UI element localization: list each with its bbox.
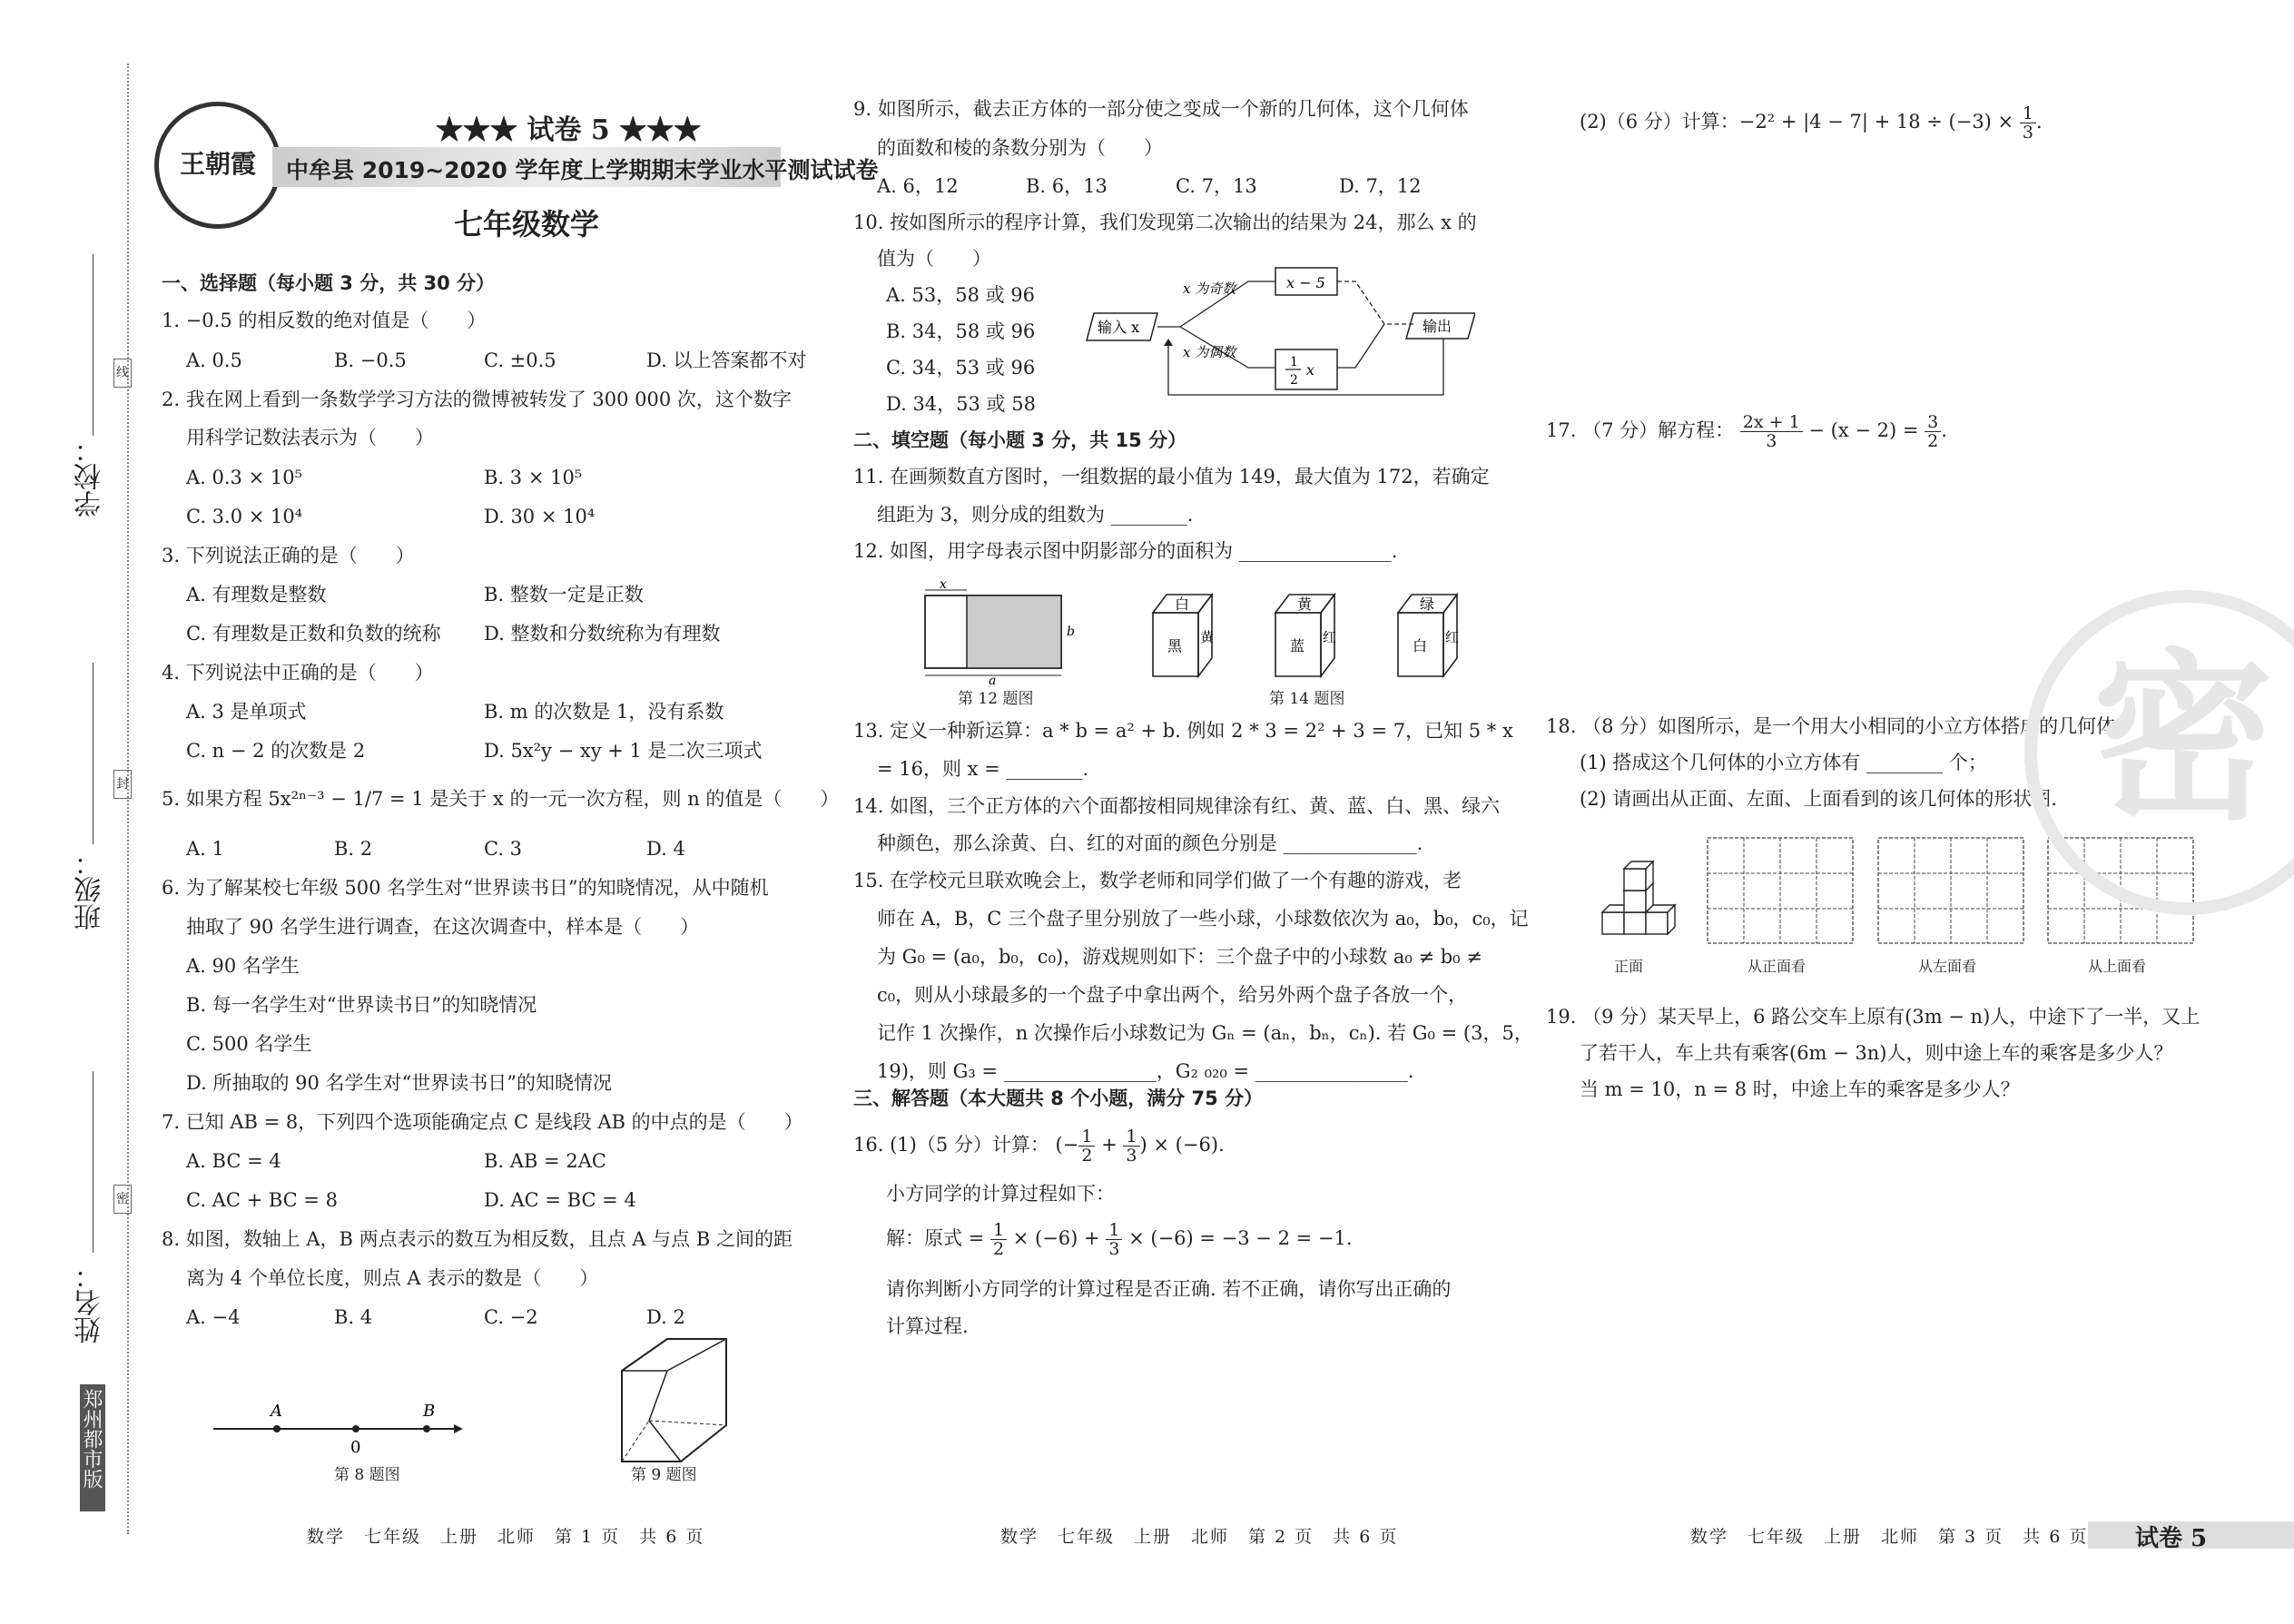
figure-18-front-label: 正面: [1614, 958, 1644, 975]
question-16-intro: 小方同学的计算过程如下：: [886, 1183, 1115, 1205]
question-15-line-5: 记作 1 次操作，n 次操作后小球数记为 Gₙ = (aₙ，bₙ，cₙ). 若 G₀ = (3，5，: [877, 1022, 1533, 1044]
question-11-line-1: 11. 在画频数直方图时，一组数据的最小值为 149，最大值为 172，若确定: [853, 466, 1490, 487]
q16-label: 16. (1)（5 分）计算：: [853, 1134, 1049, 1156]
q16-2-label: (2)（6 分）计算：−2² + |4 − 7| + 18 ÷ (−3) ×: [1580, 111, 2014, 133]
question-3: 3. 下列说法正确的是（ ）: [162, 545, 415, 566]
q5-option-b: B. 2: [334, 838, 373, 860]
question-16-prompt-2: 计算过程.: [886, 1315, 969, 1337]
q5-option-a: A. 1: [186, 838, 224, 860]
school-line: [93, 254, 94, 436]
q2-option-c: C. 3.0 × 10⁴: [186, 506, 303, 527]
question-13-line-1: 13. 定义一种新运算：a * b = a² + b. 例如 2 * 3 = 2² + 3 = 7，已知 5 * x: [853, 720, 1513, 742]
q17-frac-left: $\frac{2x + 1}{3}$: [1740, 413, 1803, 450]
figure-14-caption: 第 14 题图: [1269, 690, 1345, 708]
name-line: [93, 1071, 94, 1253]
question-6-line-1: 6. 为了解某校七年级 500 名学生对“世界读书日”的知晓情况，从中随机: [162, 877, 769, 899]
question-19-line-2: 了若干人，车上共有乘客(6m − 3n)人，则中途上车的乘客是多少人？: [1580, 1042, 2173, 1064]
question-9-line-1: 9. 如图所示，截去正方体的一部分使之变成一个新的几何体，这个几何体: [853, 98, 1469, 120]
figure-9-caption: 第 9 题图: [631, 1466, 697, 1484]
flow-box-1: x − 5: [1286, 274, 1325, 291]
grid-label-front: 从正面看: [1748, 958, 1807, 975]
q16-paren-open: (−: [1055, 1134, 1079, 1156]
figure-18-solid: [1593, 858, 1702, 944]
q7-option-c: C. AC + BC = 8: [186, 1189, 339, 1211]
flow-input: 输入 x: [1098, 319, 1140, 336]
figure-14-cubes: [1144, 586, 1489, 685]
flow-half-den: 2: [1290, 373, 1298, 388]
q17-frac-right: $\frac{3}{2}$: [1925, 413, 1941, 450]
cube-3-top: 绿: [1420, 595, 1435, 613]
q16-sol-frac-2: $\frac{1}{3}$: [1106, 1221, 1122, 1258]
q8-option-a: A. −4: [186, 1306, 241, 1328]
q16-sol-tail: × (−6) = −3 − 2 = −1.: [1128, 1227, 1353, 1249]
flow-box-2: x: [1306, 361, 1315, 379]
q1-option-c: C. ±0.5: [484, 349, 556, 371]
q1-option-b: B. −0.5: [334, 349, 407, 371]
q2-option-b: B. 3 × 10⁵: [484, 467, 583, 488]
question-19-line-1: 19. （9 分）某天早上，6 路公交车上原有(3m − n)人，中途下了一半，又上: [1546, 1006, 2200, 1028]
q2-option-d: D. 30 × 10⁴: [484, 506, 596, 527]
q8-option-b: B. 4: [334, 1306, 373, 1328]
q6-option-a: A. 90 名学生: [186, 955, 300, 977]
question-10-line-2: 值为（ ）: [877, 248, 991, 270]
cube-1-front: 黑: [1167, 637, 1183, 655]
footer-page-2: 数学 七年级 上册 北师 第 2 页 共 6 页: [1000, 1527, 1399, 1547]
section-3-heading: 三、解答题（本大题共 8 个小题，满分 75 分）: [853, 1088, 1264, 1109]
question-14-line-2: 种颜色，那么涂黄、白、红的对面的颜色分别是 ______________.: [877, 832, 1423, 854]
question-18-line-2: (1) 搭成这个几何体的小立方体有 ________ 个；: [1580, 752, 1987, 773]
cube-3-right: 红: [1445, 629, 1460, 645]
flow-half-num: 1: [1290, 355, 1298, 369]
q7-option-b: B. AB = 2AC: [484, 1150, 606, 1172]
question-11-line-2: 组距为 3，则分成的组数为 ________.: [877, 504, 1194, 526]
seal-mark-2: 封: [113, 770, 132, 799]
front-view-grid: [1707, 837, 1856, 946]
watermark-glyph: 密: [2092, 634, 2275, 845]
q7-option-d: D. AC = BC = 4: [484, 1189, 636, 1211]
question-16-part-2: (2)（6 分）计算：−2² + |4 − 7| + 18 ÷ (−3) × $\frac{1}{3}$ .: [1580, 103, 2043, 143]
question-16-solution: [886, 1221, 1353, 1258]
question-17: 17. （7 分）解方程： $\frac{2x + 1}{3}$ − (x − 2) = $\frac{3}{2}$ .: [1546, 412, 1947, 451]
subject-title: 七年级数学: [454, 207, 600, 241]
svg-text:x: x: [940, 581, 947, 592]
series-title: [436, 107, 701, 147]
question-9-line-2: 的面数和棱的条数分别为（ ）: [877, 137, 1163, 159]
q16-plus: +: [1101, 1134, 1117, 1156]
cube-1-right: 黄: [1200, 629, 1215, 645]
svg-text:b: b: [1067, 625, 1075, 639]
q16-sol-frac-1: $\frac{1}{2}$: [990, 1221, 1007, 1258]
cube-1: [1153, 595, 1215, 676]
svg-text:A: A: [271, 1402, 282, 1421]
figure-12-rectangle: [912, 581, 1094, 685]
q16-tail: × (−6).: [1153, 1134, 1225, 1156]
q6-option-b: B. 每一名学生对“世界读书日”的知晓情况: [186, 994, 537, 1016]
svg-text:0: 0: [350, 1438, 361, 1457]
star-icon: ★★★: [619, 114, 702, 146]
q17-label: 17. （7 分）解方程：: [1546, 419, 1735, 441]
question-18-line-3: (2) 请画出从正面、左面、上面看到的该几何体的形状图.: [1580, 788, 2058, 810]
q10-option-b: B. 34，58 或 96: [886, 320, 1036, 342]
q6-option-d: D. 所抽取的 90 名学生对“世界读书日”的知晓情况: [186, 1072, 612, 1094]
question-19-line-3: 当 m = 10，n = 8 时，中途上车的乘客是多少人？: [1580, 1078, 2020, 1100]
logo-text: 王朝霞: [179, 149, 256, 179]
question-5: 5. 如果方程 5x²ⁿ⁻³ − 1/7 = 1 是关于 x 的一元一次方程，则 n 的值是（ ）: [162, 788, 840, 810]
section-1-heading: 一、选择题（每小题 3 分，共 30 分）: [162, 272, 496, 294]
flow-output: 输出: [1423, 318, 1452, 335]
q5-option-c: C. 3: [484, 838, 523, 860]
seal-mark-1: 线: [113, 359, 132, 388]
figure-8-caption: 第 8 题图: [334, 1466, 400, 1484]
q16-paren-close: ): [1139, 1134, 1147, 1156]
figure-9-cut-cube: [613, 1334, 740, 1471]
q3-option-c: C. 有理数是正数和负数的统称: [186, 623, 441, 645]
question-12: 12. 如图，用字母表示图中阴影部分的面积为 ________________.: [853, 540, 1398, 562]
seal-mark-3: 密: [113, 1185, 132, 1214]
question-7: 7. 已知 AB = 8，下列四个选项能确定点 C 是线段 AB 的中点的是（ ）: [162, 1111, 803, 1133]
question-14-line-1: 14. 如图，三个正方体的六个面都按相同规律涂有红、黄、蓝、白、黑、绿六: [853, 795, 1501, 817]
cube-3: [1398, 595, 1459, 676]
question-2-line-2: 用科学记数法表示为（ ）: [186, 427, 434, 448]
binding-dotted-line: [127, 64, 129, 1534]
q9-option-d: D. 7，12: [1339, 175, 1422, 197]
cube-3-front: 白: [1413, 637, 1428, 655]
question-15-line-3: 为 G₀ = (a₀，b₀，c₀)，游戏规则如下：三个盘子中的小球数 a₀ ≠ b₀ ≠: [877, 946, 1482, 968]
flow-odd: x 为奇数: [1183, 281, 1236, 297]
left-view-grid: [1877, 837, 2027, 946]
class-label: 班级：: [74, 849, 106, 930]
q8-option-c: C. −2: [484, 1306, 538, 1328]
question-16-prompt-1: 请你判断小方同学的计算过程是否正确. 若不正确，请你写出正确的: [886, 1278, 1452, 1300]
question-1: 1. −0.5 的相反数的绝对值是（ ）: [162, 310, 487, 331]
school-label: 学校：: [74, 436, 106, 517]
cube-2: [1275, 595, 1336, 676]
q2-option-a: A. 0.3 × 10⁵: [186, 467, 302, 488]
q16-frac-third: $\frac{1}{3}$: [1123, 1127, 1139, 1165]
q10-option-a: A. 53，58 或 96: [886, 284, 1036, 306]
q16-sol-mid: × (−6) +: [1012, 1227, 1100, 1249]
q16-2-frac: $\frac{1}{3}$: [2020, 104, 2036, 142]
cube-2-right: 红: [1323, 629, 1337, 645]
q6-option-c: C. 500 名学生: [186, 1033, 312, 1055]
section-2-heading: 二、填空题（每小题 3 分，共 15 分）: [853, 429, 1187, 451]
class-line: [93, 663, 94, 844]
binding-strip: [0, 0, 127, 1624]
figure-12-caption: 第 12 题图: [958, 690, 1034, 708]
cube-1-top: 白: [1175, 595, 1190, 613]
cube-2-front: 蓝: [1290, 637, 1305, 655]
q4-option-a: A. 3 是单项式: [186, 701, 307, 723]
q5-option-d: D. 4: [646, 838, 685, 860]
q4-option-c: C. n − 2 的次数是 2: [186, 740, 366, 762]
q17-mid: − (x − 2) =: [1808, 419, 1919, 441]
question-15-line-2: 师在 A，B，C 三个盘子里分别放了一些小球，小球数依次为 a₀，b₀，c₀，记: [877, 908, 1529, 930]
star-icon: ★★★: [436, 114, 517, 146]
cube-2-top: 黄: [1297, 595, 1313, 613]
q9-option-c: C. 7，13: [1176, 175, 1257, 197]
q7-option-a: A. BC = 4: [186, 1150, 281, 1172]
question-2-line-1: 2. 我在网上看到一条数学学习方法的微博被转发了 300 000 次，这个数字: [162, 389, 792, 410]
question-15-line-6: 19)，则 G₃ = ________________，G₂ ₀₂₀ = ________________.: [877, 1060, 1414, 1082]
grid-label-left: 从左面看: [1918, 958, 1977, 975]
question-15-line-1: 15. 在学校元旦联欢晚会上，数学老师和同学们做了一个有趣的游戏，老: [853, 870, 1462, 891]
flow-even: x 为偶数: [1183, 344, 1236, 360]
question-10-line-1: 10. 按如图所示的程序计算，我们发现第二次输出的结果为 24，那么 x 的: [853, 212, 1477, 233]
edition-label: 郑州都市版: [80, 1389, 103, 1489]
question-18-line-1: 18. （8 分）如图所示，是一个用大小相同的小立方体搭成的几何体.: [1546, 715, 2122, 737]
svg-text:B: B: [423, 1402, 436, 1421]
question-8-line-1: 8. 如图，数轴上 A，B 两点表示的数互为相反数，且点 A 与点 B 之间的距: [162, 1228, 793, 1250]
brand-logo: [154, 102, 281, 229]
q3-option-d: D. 整数和分数统称为有理数: [484, 623, 721, 645]
question-15-line-4: c₀，则从小球最多的一个盘子中拿出两个，给另外两个盘子各放一个，: [877, 984, 1468, 1006]
footer-page-3: 数学 七年级 上册 北师 第 3 页 共 6 页: [1690, 1527, 2089, 1547]
q16-sol-head: 解：原式 =: [886, 1227, 985, 1249]
q4-option-b: B. m 的次数是 1，没有系数: [484, 701, 724, 723]
question-4: 4. 下列说法中正确的是（ ）: [162, 662, 434, 684]
q9-option-b: B. 6，13: [1026, 175, 1108, 197]
footer-badge: 试卷 5: [2135, 1525, 2208, 1552]
name-label: 姓名：: [74, 1262, 106, 1343]
series-label: 试卷 5: [527, 114, 610, 146]
q16-frac-half: $\frac{1}{2}$: [1078, 1127, 1095, 1165]
figure-10-flowchart: [1085, 259, 1475, 404]
q10-option-d: D. 34，53 或 58: [886, 393, 1036, 415]
exam-title: 中牟县 2019~2020 学年度上学期期末学业水平测试试卷: [286, 157, 879, 183]
q1-option-d: D. 以上答案都不对: [646, 349, 807, 371]
q3-option-a: A. 有理数是整数: [186, 584, 327, 605]
q9-option-a: A. 6，12: [877, 175, 959, 197]
question-13-line-2: = 16，则 x = ________.: [877, 758, 1089, 780]
footer-page-1: 数学 七年级 上册 北师 第 1 页 共 6 页: [307, 1527, 705, 1547]
q10-option-c: C. 34，53 或 96: [886, 357, 1036, 379]
q8-option-d: D. 2: [646, 1306, 685, 1328]
question-8-line-2: 离为 4 个单位长度，则点 A 表示的数是（ ）: [186, 1267, 599, 1289]
svg-text:a: a: [989, 674, 997, 685]
question-6-line-2: 抽取了 90 名学生进行调查，在这次调查中，样本是（ ）: [186, 916, 700, 938]
q1-option-a: A. 0.5: [186, 349, 242, 371]
q3-option-b: B. 整数一定是正数: [484, 584, 644, 605]
question-16-part-1: [853, 1127, 1225, 1165]
grid-label-top: 从上面看: [2088, 958, 2147, 975]
q4-option-d: D. 5x²y − xy + 1 是二次三项式: [484, 740, 763, 762]
